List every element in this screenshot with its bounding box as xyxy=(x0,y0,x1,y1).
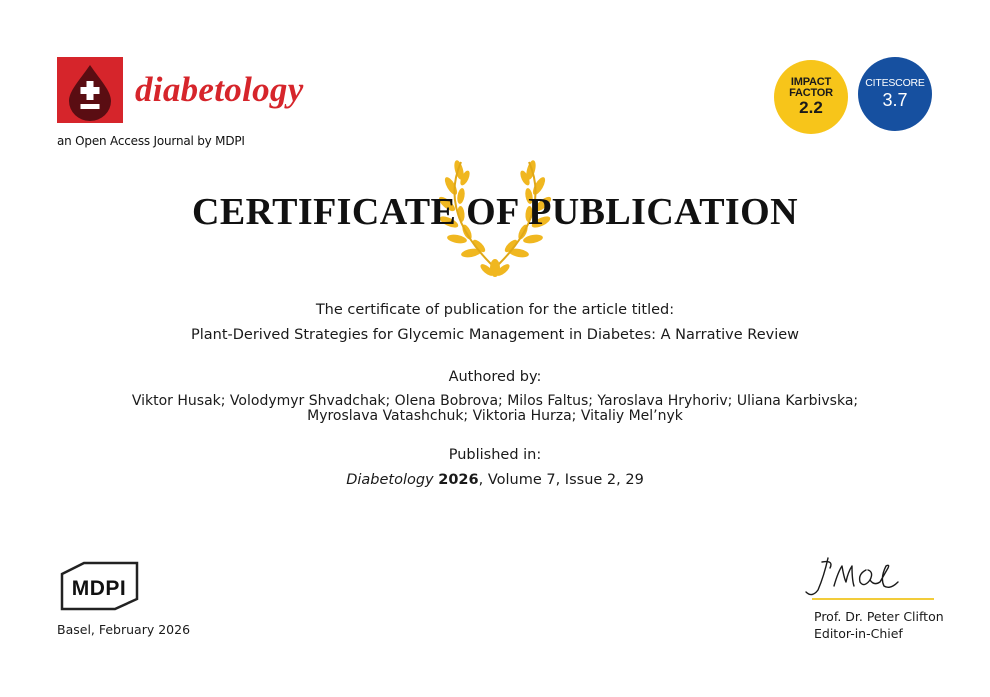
citation-journal: Diabetology xyxy=(346,472,434,488)
journal-logo-mark xyxy=(57,57,123,123)
blood-drop-plus-minus-icon xyxy=(57,57,123,123)
author-list-line-1: Viktor Husak; Volodymyr Shvadchak; Olena Bobrova; Milos Faltus; Yaroslava Hryhoriv; Uliana Karbivska; xyxy=(131,393,859,409)
impact-factor-badge xyxy=(774,60,848,134)
mdpi-logo xyxy=(57,561,143,615)
signer-name: Prof. Dr. Peter Clifton xyxy=(814,609,944,624)
author-list xyxy=(0,394,990,424)
impact-factor-value: 2.2 xyxy=(799,98,823,117)
article-title: Plant-Derived Strategies for Glycemic Management in Diabetes: A Narrative Review xyxy=(190,327,800,343)
author-list-line-2: Myroslava Vatashchuk; Viktoria Hurza; Vitaliy Mel’nyk xyxy=(307,408,683,424)
citescore-label: CITESCORE xyxy=(865,77,925,89)
certificate-title: CERTIFICATE OF PUBLICATION xyxy=(192,191,798,233)
authored-by-label: Authored by: xyxy=(448,369,542,385)
handwritten-signature-icon xyxy=(804,556,914,604)
place-date: Basel, February 2026 xyxy=(57,622,191,637)
impact-factor-label: IMPACT FACTOR xyxy=(789,76,833,99)
citation xyxy=(0,472,990,488)
citescore-value: 3.7 xyxy=(882,90,908,110)
journal-tagline: an Open Access Journal by MDPI xyxy=(57,134,245,148)
published-in-label: Published in: xyxy=(448,447,542,463)
certificate-intro: The certificate of publication for the article titled: xyxy=(315,302,675,318)
signer-role: Editor-in-Chief xyxy=(814,626,903,641)
mdpi-logo-text: MDPI xyxy=(71,577,127,600)
citation-year: 2026 xyxy=(438,472,479,488)
signature-line xyxy=(812,598,934,600)
journal-name: diabetology xyxy=(135,70,304,109)
citescore-badge xyxy=(858,57,932,131)
citation-details: , Volume 7, Issue 2, 29 xyxy=(478,472,644,488)
